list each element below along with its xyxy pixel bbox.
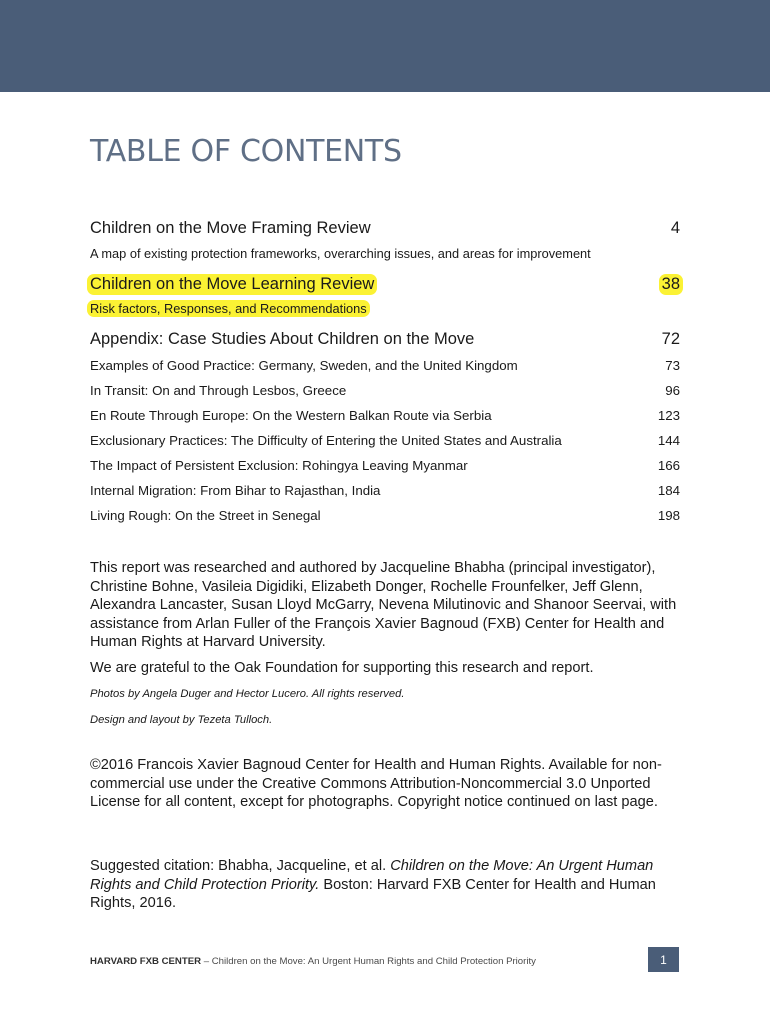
toc-subentry-page: 184 [657,483,680,498]
toc-subentry[interactable] [90,383,680,398]
toc-subentry-page: 144 [657,433,680,448]
toc-subentry-page: 96 [665,383,680,398]
footer-separator: – [201,956,212,967]
toc-subentry-title: Living Rough: On the Street in Senegal [90,508,321,523]
toc-subentry-page: 166 [657,458,680,473]
toc-entry-title: Children on the Move Framing Review [90,219,371,237]
toc-subentry[interactable] [90,508,680,523]
header-band [0,0,770,92]
copyright-paragraph: ©2016 Francois Xavier Bagnoud Center for Health and Human Rights. Available for non-commercial use under the Creative Commons Attribution-Noncommercial 3.0 Unported License for all content, except for photographs. Copyright notice continued on last page. [90,757,662,811]
citation-prefix: Suggested citation: Bhabha, Jacqueline, et al. [90,858,391,874]
page-title: TABLE OF CONTENTS [90,134,402,169]
toc-entry-page: 72 [661,330,680,348]
toc-entry-title: Children on the Move Learning Review [87,274,377,295]
toc-subentry-page: 73 [665,358,680,373]
toc-subentry-title: Internal Migration: From Bihar to Rajasthan, India [90,483,381,498]
citation-title: Children on the Move: An Urgent Human Rights and Child Protection Priority. [90,858,654,893]
toc-subentry-page: 123 [657,408,680,423]
toc-subentry-title: Examples of Good Practice: Germany, Sweden, and the United Kingdom [90,358,518,373]
thanks-paragraph: We are grateful to the Oak Foundation for supporting this research and report. [90,660,594,676]
footer-org: HARVARD FXB CENTER [90,956,202,967]
toc-subentry[interactable] [90,408,680,423]
toc-subentry-page: 198 [657,508,680,523]
citation-paragraph [90,857,670,913]
toc-entry-page: 4 [670,219,680,237]
toc-subentry[interactable] [90,458,680,473]
toc-subentry-title: En Route Through Europe: On the Western Balkan Route via Serbia [90,408,492,423]
page-number: 1 [648,947,679,972]
toc-entry-page: 38 [659,274,683,295]
toc-entry-appendix[interactable] [90,330,680,349]
toc-subentry[interactable] [90,358,680,373]
toc-subentry-title: The Impact of Persistent Exclusion: Rohingya Leaving Myanmar [90,458,468,473]
footer-doc-title: Children on the Move: An Urgent Human Rights and Child Protection Priority [211,956,536,967]
citation-suffix: Boston: Harvard FXB Center for Health and Human Rights, 2016. [90,876,656,912]
footer [90,956,536,967]
highlighted-text: Risk factors, Responses, and Recommendations [87,300,370,317]
toc-subentry[interactable] [90,433,680,448]
toc-subentry-title: Exclusionary Practices: The Difficulty of Entering the United States and Australia [90,433,562,448]
toc-entry-description: A map of existing protection frameworks, overarching issues, and areas for improvement [90,246,591,261]
toc-entry-framing-review[interactable] [90,219,680,238]
photo-credit: Photos by Angela Duger and Hector Lucero. All rights reserved. [90,688,405,700]
toc-entry-description [90,301,370,316]
toc-subentry-title: In Transit: On and Through Lesbos, Greece [90,383,347,398]
toc-entry-title: Appendix: Case Studies About Children on the Move [90,330,475,348]
design-credit: Design and layout by Tezeta Tulloch. [90,714,273,726]
toc-entry-learning-review[interactable] [90,274,680,295]
toc-subentry[interactable] [90,483,680,498]
authors-paragraph: This report was researched and authored by Jacqueline Bhabha (principal investigator), Christine Bohne, Vasileia Digidiki, Elizabeth Donger, Rochelle Frounfelker, Jeff Glenn, Alexandra Lancaster, Susan Lloyd McGarry, Nevena Milutinovic and Shanoor Seervai, with assistance from Arlan Fuller of the François Xavier Bagnoud (FXB) Center for Health and Human Rights at Harvard University. [90,560,677,651]
